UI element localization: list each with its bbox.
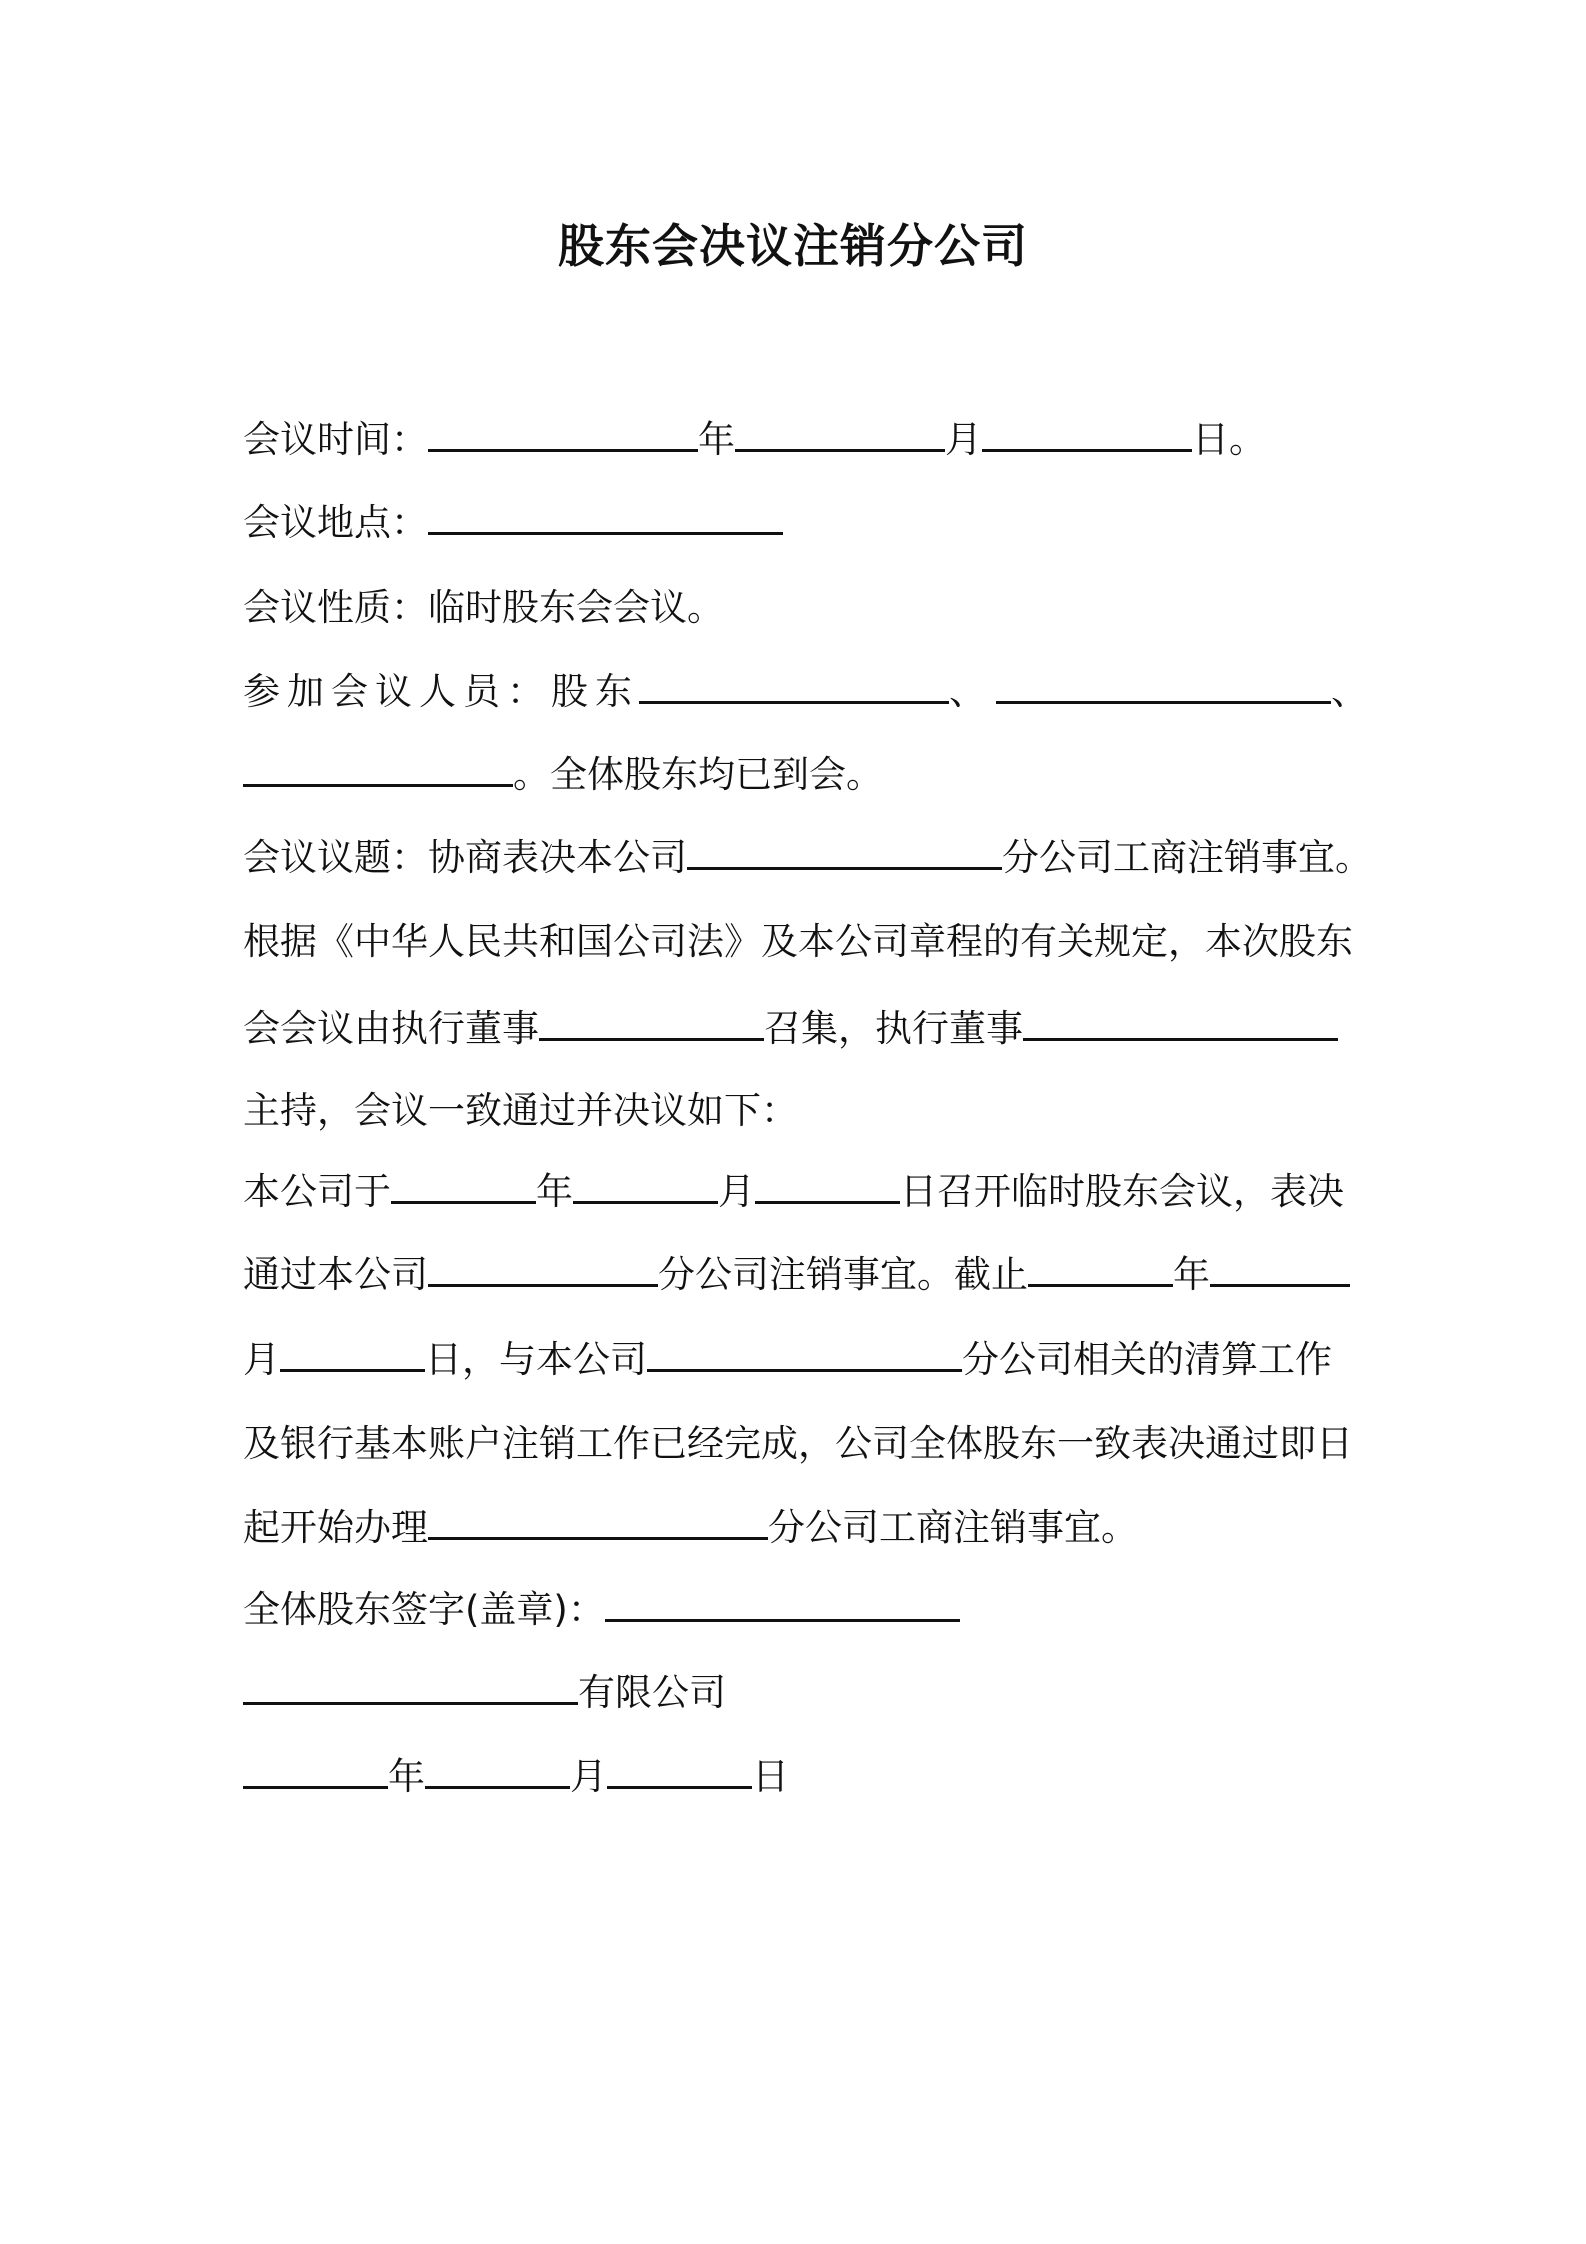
year-label: 年 bbox=[388, 1755, 425, 1798]
body-text: 及银行基本账户注销工作已经完成，公司全体股东一致表决通过即日 bbox=[243, 1422, 1353, 1465]
body-text: 日，与本公司 bbox=[425, 1338, 647, 1381]
agenda-label: 会议议题：协商表决本公司 bbox=[243, 836, 687, 879]
resolution-line bbox=[243, 1250, 1350, 1300]
blank-field[interactable] bbox=[607, 1756, 752, 1789]
attendance-text: 。全体股东均已到会。 bbox=[513, 753, 883, 796]
blank-field[interactable] bbox=[428, 419, 698, 452]
company-suffix: 有限公司 bbox=[578, 1671, 726, 1714]
attendees-cont-line bbox=[243, 750, 883, 800]
blank-field[interactable] bbox=[280, 1339, 425, 1372]
blank-field[interactable] bbox=[1028, 1254, 1173, 1287]
signature-label: 全体股东签字(盖章)： bbox=[243, 1588, 605, 1631]
company-line bbox=[243, 1668, 726, 1718]
body-text: 根据《中华人民共和国公司法》及本公司章程的有关规定，本次股东 bbox=[243, 920, 1353, 963]
meeting-time-label: 会议时间： bbox=[243, 418, 428, 461]
day-label: 日。 bbox=[1192, 418, 1266, 461]
blank-field[interactable] bbox=[539, 1008, 764, 1041]
agenda-line bbox=[243, 833, 1372, 883]
blank-field[interactable] bbox=[573, 1171, 718, 1204]
day-label: 日 bbox=[752, 1755, 789, 1798]
blank-field[interactable] bbox=[1023, 1008, 1338, 1041]
month-label: 月 bbox=[718, 1170, 755, 1213]
body-text: 分公司工商注销事宜。 bbox=[768, 1506, 1138, 1549]
document-title: 股东会决议注销分公司 bbox=[558, 219, 1028, 273]
meeting-nature-text: 会议性质：临时股东会会议。 bbox=[243, 586, 724, 629]
blank-field[interactable] bbox=[425, 1756, 570, 1789]
year-label: 年 bbox=[1173, 1253, 1210, 1296]
body-text: 日召开临时股东会议，表决 bbox=[900, 1170, 1344, 1213]
body-line bbox=[243, 1004, 1338, 1054]
blank-field[interactable] bbox=[428, 1254, 658, 1287]
body-text: 分公司相关的清算工作 bbox=[962, 1338, 1332, 1381]
resolution-line bbox=[243, 1167, 1344, 1217]
agenda-text: 分公司工商注销事宜。 bbox=[1002, 836, 1372, 879]
attendees-line bbox=[243, 667, 1368, 717]
year-label: 年 bbox=[698, 418, 735, 461]
meeting-place-label: 会议地点： bbox=[243, 501, 428, 544]
company-name-field[interactable] bbox=[243, 1672, 578, 1705]
signature-field[interactable] bbox=[605, 1589, 960, 1622]
attendees-label: 参加会议人员：股东 bbox=[243, 670, 639, 713]
resolution-line bbox=[243, 1503, 1138, 1553]
blank-field[interactable] bbox=[428, 502, 783, 535]
blank-field[interactable] bbox=[428, 1507, 768, 1540]
body-text: 通过本公司 bbox=[243, 1253, 428, 1296]
blank-field[interactable] bbox=[639, 671, 949, 704]
month-label: 月 bbox=[243, 1338, 280, 1381]
blank-field[interactable] bbox=[647, 1339, 962, 1372]
year-label: 年 bbox=[536, 1170, 573, 1213]
meeting-time-line bbox=[243, 415, 1266, 465]
blank-field[interactable] bbox=[982, 419, 1192, 452]
body-line bbox=[243, 1086, 798, 1136]
separator-text: 、 bbox=[949, 670, 986, 713]
body-text: 起开始办理 bbox=[243, 1506, 428, 1549]
month-label: 月 bbox=[945, 418, 982, 461]
month-label: 月 bbox=[570, 1755, 607, 1798]
body-text: 本公司于 bbox=[243, 1170, 391, 1213]
blank-field[interactable] bbox=[391, 1171, 536, 1204]
blank-field[interactable] bbox=[687, 837, 1002, 870]
resolution-line bbox=[243, 1419, 1353, 1469]
body-text: 主持，会议一致通过并决议如下： bbox=[243, 1089, 798, 1132]
body-text: 会会议由执行董事 bbox=[243, 1007, 539, 1050]
body-text: 召集，执行董事 bbox=[764, 1007, 1023, 1050]
blank-field[interactable] bbox=[1210, 1254, 1350, 1287]
date-line bbox=[243, 1752, 789, 1802]
signature-line bbox=[243, 1585, 960, 1635]
blank-field[interactable] bbox=[735, 419, 945, 452]
meeting-nature-line bbox=[243, 583, 724, 633]
meeting-place-line bbox=[243, 498, 783, 548]
blank-field[interactable] bbox=[996, 671, 1331, 704]
blank-field[interactable] bbox=[243, 1756, 388, 1789]
blank-field[interactable] bbox=[755, 1171, 900, 1204]
body-text: 分公司注销事宜。截止 bbox=[658, 1253, 1028, 1296]
separator-text: 、 bbox=[1331, 670, 1368, 713]
resolution-line bbox=[243, 1335, 1332, 1385]
body-line bbox=[243, 917, 1353, 967]
blank-field[interactable] bbox=[243, 754, 513, 787]
